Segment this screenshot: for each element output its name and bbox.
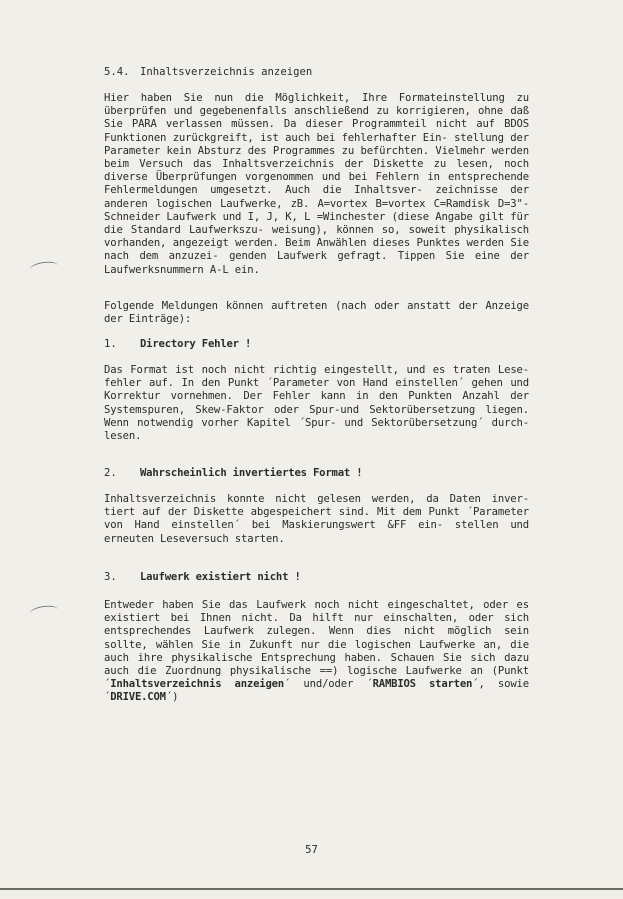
- error-description-3: Entweder haben Sie das Laufwerk noch nicht eingeschaltet, oder es existiert bei Ihnen nicht. Da hilft nur einschalten, oder sich entsprechendes Laufwerk zulegen. Wenn dies nicht möglich sein sollte, wählen Sie in Zukunft nur die logischen Laufwerke an, die auch ihre physikalische Entsprechung haben. Schauen Sie sich dazu auch die Zuordnung physikalische ==) logische Laufwerke an (Punkt ´Inhaltsverzeichnis anzeigen´ und/oder ´RAMBIOS starten´, sowie ´DRIVE.COM´): [104, 599, 529, 704]
- error-description-1: Das Format ist noch nicht richtig eingestellt, und es traten Lese- fehler auf. In den Punkt ´Parameter von Hand einstellen´ gehen und Korrektur vornehmen. Der Fehler kann in den Punkten Anzahl der Systemspuren, Skew-Faktor oder Spur-und Sektorübersetzung liegen. Wenn notwendig vorher Kapitel ´Spur- und Sektorübersetzung´ durch- lesen.: [104, 364, 529, 443]
- error-number-2: 2.: [104, 467, 117, 479]
- reference-drive-com: DRIVE.COM: [110, 691, 166, 704]
- error-number-3: 3.: [104, 571, 117, 583]
- error-heading-2: [104, 467, 362, 480]
- error-title-1: Directory Fehler !: [140, 338, 252, 350]
- error-description-2: Inhaltsverzeichnis konnte nicht gelesen werden, da Daten inver- tiert auf der Diskette abgespeichert sind. Mit dem Punkt ´Parameter von Hand einstellen´ bei Maskierungswert &FF ein- stellen und erneuten Leseversuch starten.: [104, 493, 530, 545]
- error-title-2: Wahrscheinlich invertiertes Format !: [140, 467, 363, 479]
- section-title: Inhaltsverzeichnis anzeigen: [140, 66, 313, 78]
- error-title-3: Laufwerk existiert nicht !: [140, 571, 301, 583]
- section-number: 5.4.: [104, 66, 130, 78]
- error-number-1: 1.: [104, 338, 117, 350]
- section-heading: [104, 66, 312, 79]
- binder-hole-mark-top: [29, 260, 58, 275]
- page-bottom-edge: [0, 888, 623, 890]
- error-heading-1: [104, 338, 251, 351]
- binder-hole-mark-bottom: [29, 604, 58, 619]
- reference-rambios: RAMBIOS starten: [372, 678, 473, 691]
- page-number: 57: [305, 844, 318, 856]
- intro-paragraph: Hier haben Sie nun die Möglichkeit, Ihre Formateinstellung zu überprüfen und gegebenenfalls anschließend zu korrigieren, ohne daß Sie PARA verlassen müssen. Da dieser Programmteil nicht auf BDOS Funktionen zurückgreift, ist auch bei fehlerhafter Ein- stellung der Parameter kein Absturz des Programmes zu befürchten. Vielmehr werden beim Versuch das Inhaltsverzeichnis der Diskette zu lesen, noch diverse Überprüfungen vorgenommen und bei Fehlern in entsprechende Fehlermeldungen umgesetzt. Auch die Inhaltsver- zeichnisse der anderen logischen Laufwerke, zB. A=vortex B=vortex C=Ramdisk D=3"-Schneider Laufwerk und I, J, K, L =Winchester (diese Angabe gilt für die Standard Laufwerkszu- weisung), können so, soweit physikalisch vorhanden, angezeigt werden. Beim Anwählen dieses Punktes werden Sie nach dem anzuzei- genden Laufwerk gefragt. Tippen Sie eine der Laufwerksnummern A-L ein.: [104, 92, 530, 276]
- reference-inhaltsverzeichnis: Inhaltsverzeichnis anzeigen: [110, 678, 284, 691]
- error-heading-3: [104, 571, 301, 584]
- followup-paragraph: Folgende Meldungen können auftreten (nach oder anstatt der Anzeige der Einträge):: [104, 300, 529, 326]
